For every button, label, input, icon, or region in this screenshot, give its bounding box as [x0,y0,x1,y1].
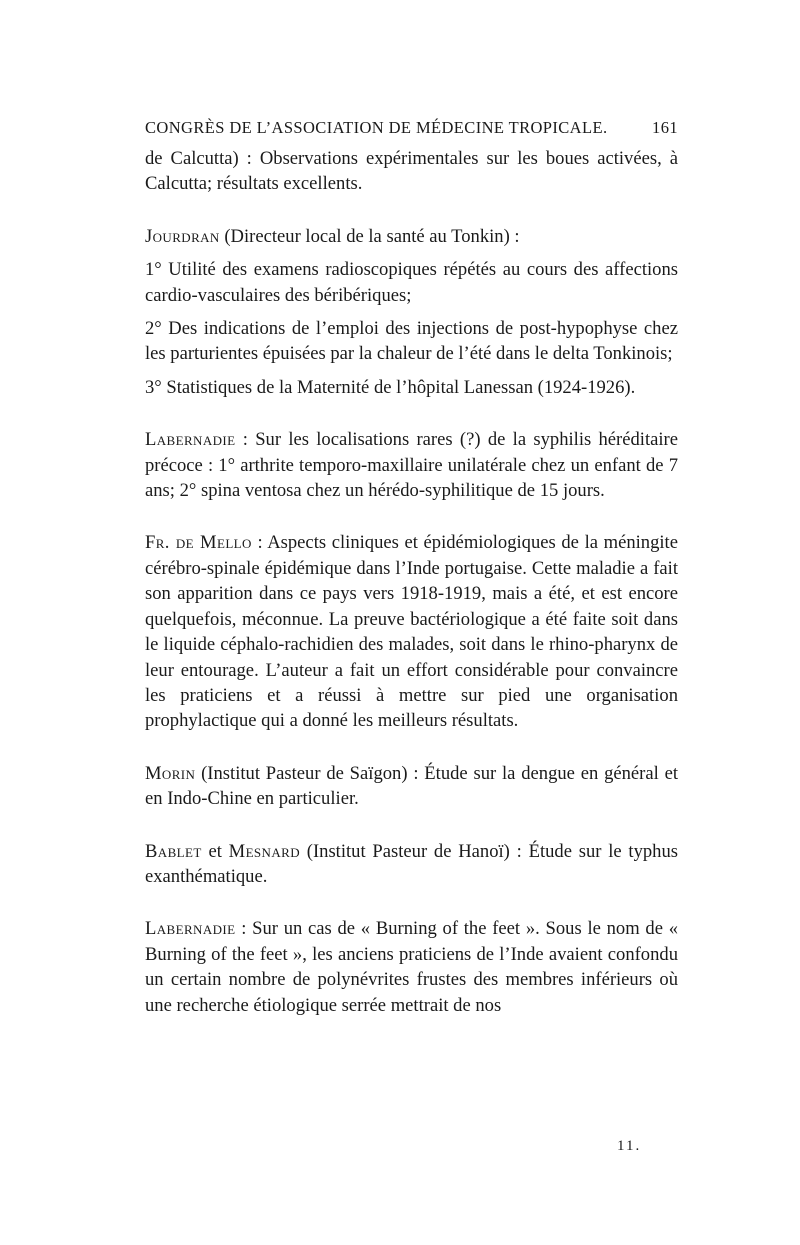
author-name: Morin [145,762,196,784]
item-3: 3° Statistiques de la Maternité de l’hôpital Lanessan (1924-1926). [145,376,636,398]
paragraph-text: : Sur les localisations rares (?) de la syphilis héréditaire précoce : 1° arthrite temporo-maxillaire unilatérale chez un enfant de 7 ans; 2° spina ventosa chez un hérédo-syphilitique de 15 jours. [145,429,678,502]
paragraph-text: (Directeur local de la santé au Tonkin) : [219,225,520,247]
paragraph-text: (Institut Pasteur de Hanoï) : Étude sur le typhus exanthématique. [145,840,679,887]
paragraph-calcutta: de Calcutta) : Observations expérimentales sur les boues activées, à Calcutta; résultats excellents. [145,148,678,195]
paragraph-text: (Institut Pasteur de Saïgon) : Étude sur la dengue en général et en Indo-Chine en particulier. [145,762,678,810]
paragraph-jourdran [145,224,678,249]
page-body [145,118,678,1018]
paragraph-mello [145,530,678,733]
author-name: Jourdran [145,225,220,247]
author-name: Labernadie [145,429,236,451]
signature-mark: 11. [617,1138,642,1154]
paragraph-labernadie-syphilis [145,427,678,503]
paragraph-morin [145,761,678,812]
conjunction: et [201,840,229,862]
paragraph-text: : Sur un cas de « Burning of the feet ». Sous le nom de « Burning of the feet », les anciens praticiens de l’Inde avaient confondu un certain nombre de polynévrites frustes des membres inférieurs où une recherche étiologique serrée mettrait de nos [145,918,678,1016]
author-name: Fr. de Mello [145,532,252,554]
item-1: 1° Utilité des examens radioscopiques répétés au cours des affections cardio-vasculaires des béribériques; [145,259,678,306]
running-title: CONGRÈS DE L’ASSOCIATION DE MÉDECINE TROPICALE. [145,118,608,137]
running-head [145,118,678,138]
paragraph-text: : Aspects cliniques et épidémiologiques de la méningite cérébro-spinale épidémique dans l’Inde portugaise. Cette maladie a fait son apparition dans ce pays vers 1918-1919, mais a été, et est encore quelquefois, méconnue. La preuve bactériologique a été faite soit dans le liquide céphalo-rachidien des malades, soit dans le rhino-pharynx de leur entourage. L’auteur a fait un effort considérable pour convaincre les praticiens et a réussi à mettre sur pied une organisation prophylactique qui a donné les meilleurs résultats. [145,532,678,732]
paragraph-bablet-mesnard [145,839,678,890]
author-name: Labernadie [145,918,236,940]
author-name: Bablet [145,840,202,862]
author-name: Mesnard [228,840,300,862]
paragraph-labernadie-burning [145,916,678,1018]
item-2: 2° Des indications de l’emploi des injections de post-hypophyse chez les parturientes épuisées par la chaleur de l’été dans le delta Tonkinois; [145,318,678,365]
page-number: 161 [652,118,678,137]
